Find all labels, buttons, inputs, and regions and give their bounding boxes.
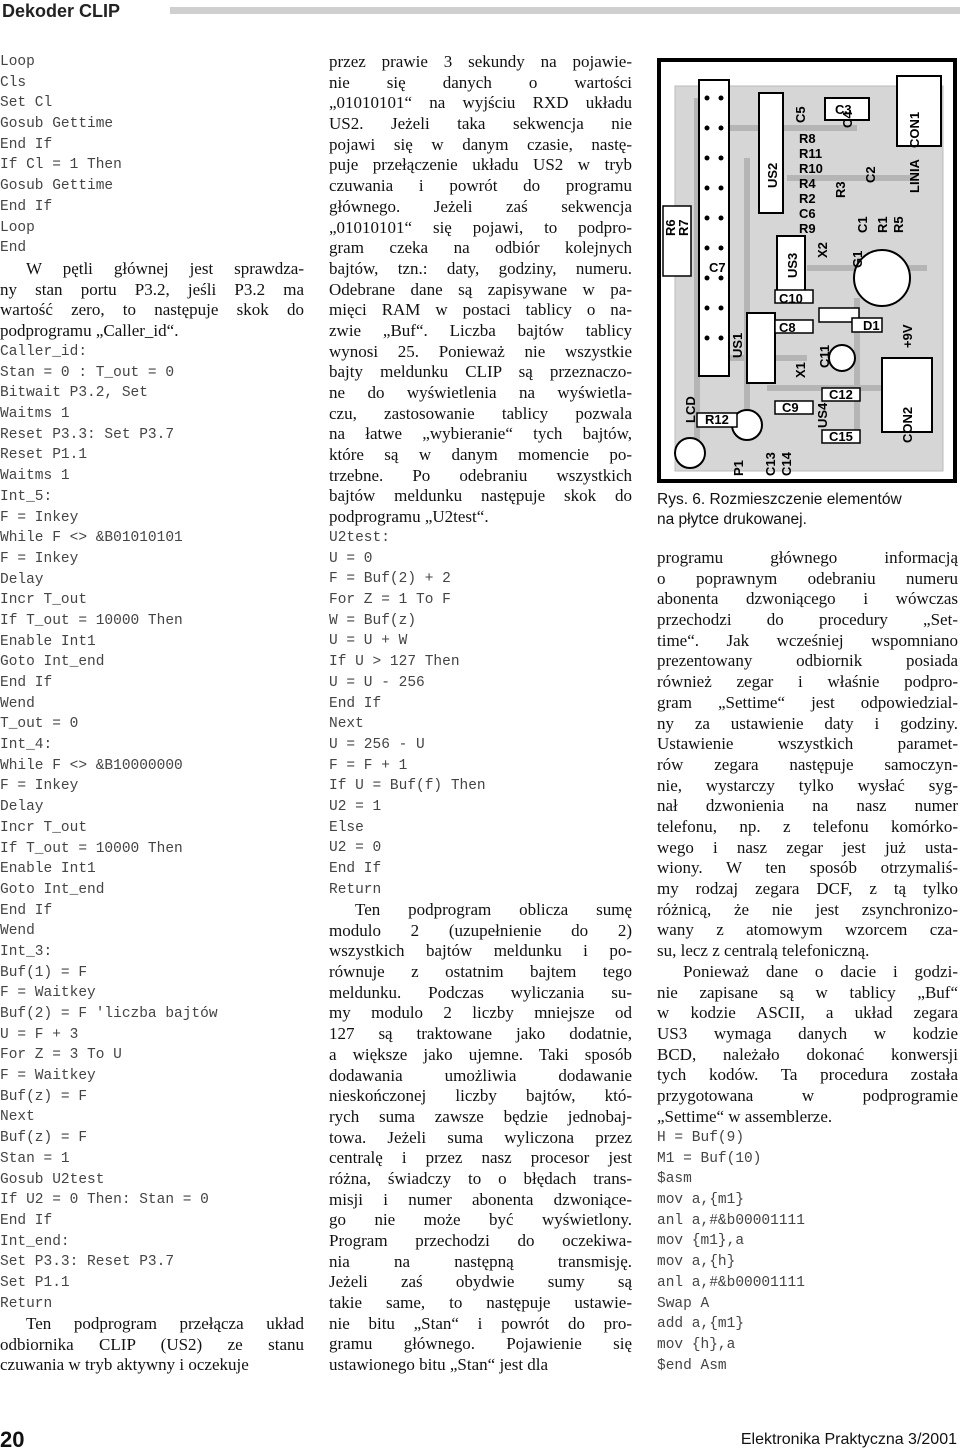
mid-prose2-line: różna, świadczy to o błędach trans- xyxy=(329,1168,632,1188)
right-code-line: Swap A xyxy=(657,1295,710,1312)
right-code-line: mov {h},a xyxy=(657,1336,736,1353)
right-prose-line: gram „Settime“ jest odpowiedzial- xyxy=(657,692,958,712)
left-code2-line: End If xyxy=(0,1212,53,1229)
mid-prose2-line: Jeżeli zaś obydwie sumy są xyxy=(329,1272,632,1292)
pcb-layout-figure xyxy=(657,58,957,483)
right-prose-line: również zegar i właśnie podpro- xyxy=(657,672,958,692)
right-prose-line: programu głównego informacją xyxy=(657,548,958,567)
pcb-label-p9v: +9V xyxy=(900,324,915,348)
mid-prose2-line: takie same, to następuje ustawie- xyxy=(329,1293,632,1313)
left-prose-line: wartość zero, to następuje skok do xyxy=(0,300,304,320)
left-text-paragraph-2 xyxy=(0,1314,304,1376)
left-code2-line: Stan = 1 xyxy=(0,1150,70,1167)
caption-line: Rys. 6. Rozmieszczenie elementów xyxy=(657,491,902,508)
pcb-label-c3: C3 xyxy=(835,102,852,117)
right-prose-line: wego i nasz zegar jest już usta- xyxy=(657,837,958,857)
mid-prose2-line: nie bitu „Stan“ i powrót do pro- xyxy=(329,1313,632,1333)
mid-prose-line: czu, zastosowanie tablicy pozwala xyxy=(329,403,632,423)
right-prose2-line: w kodzie ASCII, a układ zegara xyxy=(657,1003,958,1023)
left-prose-line: W pętli głównej jest sprawdza- xyxy=(26,259,304,278)
mid-prose2-line: centralę i przez nasz procesor jest xyxy=(329,1148,632,1168)
mid-prose2-line: Ten podprogram oblicza sumę xyxy=(355,900,632,919)
left-code2-line: F = Inkey xyxy=(0,778,79,795)
right-prose-line: nie, wystarczy tylko wysłać syg- xyxy=(657,775,958,795)
page-number: 20 xyxy=(0,1427,25,1452)
left-code2-line: If T_out = 10000 Then xyxy=(0,612,183,629)
right-code-line: mov {m1},a xyxy=(657,1233,745,1250)
mid-prose-line: zwie „Buf“. Liczba bajtów tablicy xyxy=(329,320,632,340)
mid-code-line: U2test: xyxy=(329,530,390,546)
left-code-line: End xyxy=(0,240,27,257)
left-code2-line: Next xyxy=(0,1109,35,1126)
left-code2-line: Int_4: xyxy=(0,737,53,754)
caption-line: na płytce drukowanej. xyxy=(657,511,807,528)
left-code-line: If Cl = 1 Then xyxy=(0,157,122,174)
left-code2-line: Goto Int_end xyxy=(0,654,105,671)
pcb-label-r2: R2 xyxy=(799,191,816,206)
mid-prose-line: pojawi się w danym czasie, nastę- xyxy=(329,134,632,154)
mid-code-line: Else xyxy=(329,819,364,836)
mid-prose2-line: a większe jako ujemne. Taki sposób xyxy=(329,1044,632,1064)
left-code2-line: For Z = 3 To U xyxy=(0,1047,122,1064)
mid-prose-line: które są w danym momencie po- xyxy=(329,445,632,465)
left-code2-line: U = F + 3 xyxy=(0,1026,79,1043)
pcb-label-c7: C7 xyxy=(709,260,726,275)
left-prose2-line: odbiornika CLIP (US2) ze stanu xyxy=(0,1334,304,1354)
right-prose2-line: nie zapisane są w tablicy „Buf“ xyxy=(657,982,958,1002)
pcb-label-x2: X2 xyxy=(815,242,830,258)
left-code2-line: Delay xyxy=(0,799,44,816)
left-code2-line: Stan = 0 : T_out = 0 xyxy=(0,364,175,381)
left-code-line: End If xyxy=(0,136,53,153)
right-prose-line: Ustawienie wszystkich paramet- xyxy=(657,734,958,754)
left-code2-line: Set P3.3: Reset P3.7 xyxy=(0,1254,175,1271)
mid-code-line: End If xyxy=(329,861,382,877)
pcb-label-g1: G1 xyxy=(850,250,865,268)
pcb-label-c12: C12 xyxy=(829,387,853,402)
left-code2-line: Int_end: xyxy=(0,1233,70,1250)
right-prose-line: rów zegara następuje samoczyn- xyxy=(657,754,958,774)
left-code2-line: Set P1.1 xyxy=(0,1274,70,1291)
pcb-label-c1: C1 xyxy=(855,216,870,233)
mid-code-line: Return xyxy=(329,881,382,898)
left-prose-line: ny stan portu P3.2, jeśli P3.2 ma xyxy=(0,279,304,299)
right-prose2-line: Ponieważ dane o dacie i godzi- xyxy=(683,962,958,981)
pcb-label-us4: US4 xyxy=(815,402,830,428)
right-prose2-line: BCD, należało dokonać konwersji xyxy=(657,1044,958,1064)
mid-prose-line: US2. Jeżeli taka sekwencja nie xyxy=(329,114,632,134)
mid-prose-line: trzebne. Po odebraniu wszystkich xyxy=(329,465,632,485)
mid-prose2-line: 127 są traktowane jako dodatnie, xyxy=(329,1024,632,1044)
mid-prose2-line: równuje z ostatnim bajtem tego xyxy=(329,962,632,982)
pcb-label-lcd: LCD xyxy=(683,396,698,423)
right-prose2-line: „Settime“ w assemblerze. xyxy=(657,1106,833,1126)
left-code2-line: Int_3: xyxy=(0,943,53,960)
left-code2-line: Buf(2) = F 'liczba bajtów xyxy=(0,1006,218,1022)
pcb-label-c10: C10 xyxy=(779,291,803,306)
pcb-label-c4: C4 xyxy=(840,111,855,128)
mid-prose2-line: modulo 2 (uzupełnienie do 2) xyxy=(329,920,632,940)
mid-prose2-line: dodawania umożliwia dodawanie xyxy=(329,1065,632,1085)
pcb-label-c11: C11 xyxy=(817,344,832,368)
mid-prose2-line: my modulo 2 liczby mniejsze od xyxy=(329,1003,632,1023)
middle-code-listing xyxy=(329,528,639,900)
mid-prose-line: ne do wyświetlenia na wyświetla- xyxy=(329,383,632,402)
left-code2-line: F = Waitkey xyxy=(0,985,96,1002)
left-code-block xyxy=(0,52,320,259)
left-code2-line: Buf(1) = F xyxy=(0,964,88,981)
pcb-label-r7: R7 xyxy=(676,219,691,236)
right-prose2-line: przygotowana w podprogramie xyxy=(657,1086,958,1106)
mid-prose-line: mięci RAM w postaci tablicy o na- xyxy=(329,300,632,320)
pcb-label-r12: R12 xyxy=(705,412,729,427)
right-prose-line: telefonu, np. z telefonu komórko- xyxy=(657,816,958,836)
left-code2-line: Reset P1.1 xyxy=(0,447,88,464)
left-code2-line: End If xyxy=(0,675,53,691)
right-prose-line: o poprawnym odebraniu numeru xyxy=(657,568,958,588)
left-text-paragraph xyxy=(0,259,304,342)
mid-code-line: Next xyxy=(329,716,364,733)
right-prose-line: wany z atomowym wzorcem cza- xyxy=(657,920,958,940)
mid-code-line: U2 = 0 xyxy=(329,840,382,857)
pcb-label-us1: US1 xyxy=(730,332,745,358)
mid-prose-line: bajtów meldunku następuje skok do xyxy=(329,486,632,506)
left-code2-line: Wend xyxy=(0,695,35,712)
mid-prose-line: bajtów, tzn.: daty, godziny, numeru. xyxy=(329,258,632,278)
left-code2-line: While F <> &B10000000 xyxy=(0,757,183,774)
left-code2-line: F = Inkey xyxy=(0,509,79,526)
pcb-label-r5: R5 xyxy=(891,216,906,233)
pcb-label-r11: R11 xyxy=(799,146,823,161)
left-code-line: Loop xyxy=(0,54,35,70)
right-code-line: mov a,{h} xyxy=(657,1254,736,1271)
pcb-label-us3: US3 xyxy=(785,252,800,278)
right-prose-line: wiony. W ten sposób otrzymaliś- xyxy=(657,858,958,878)
mid-code-line: U = U - 256 xyxy=(329,674,425,691)
left-code-line: Cls xyxy=(0,74,27,91)
right-code-line: H = Buf(9) xyxy=(657,1130,745,1146)
pcb-label-d1: D1 xyxy=(863,318,880,333)
right-code-line: M1 = Buf(10) xyxy=(657,1150,762,1167)
mid-code-line: U = U + W xyxy=(329,633,408,650)
right-text-paragraph xyxy=(657,548,958,962)
pcb-label-c2: C2 xyxy=(863,166,878,183)
pcb-label-c9: C9 xyxy=(782,400,799,415)
right-code-line: $end Asm xyxy=(657,1357,727,1374)
mid-prose2-line: meldunku. Podczas wyliczania su- xyxy=(329,982,632,1002)
mid-prose-line: głównego. Jeżeli zaś sekwencja xyxy=(329,196,632,216)
mid-prose2-line: ustawionego bitu „Stan“ jest dla xyxy=(329,1355,549,1375)
pcb-label-c8: C8 xyxy=(779,320,796,335)
right-code-line: $asm xyxy=(657,1171,692,1188)
mid-code-line: End If xyxy=(329,695,382,712)
mid-code-line: If U > 127 Then xyxy=(329,654,460,671)
right-prose2-line: tych kodów. Ta procedura została xyxy=(657,1065,958,1085)
left-code2-line: Bitwait P3.2, Set xyxy=(0,385,148,402)
pcb-label-c6: C6 xyxy=(799,206,816,221)
mid-code-line: U = 0 xyxy=(329,550,373,567)
pcb-label-c14: C14 xyxy=(779,452,794,476)
pcb-label-p1: P1 xyxy=(731,460,746,476)
left-code2-line: Gosub U2test xyxy=(0,1171,105,1188)
left-code2-line: Reset P3.3: Set P3.7 xyxy=(0,426,175,443)
mid-prose2-line: Program przechodzi do oczekiwa- xyxy=(329,1231,632,1250)
pcb-label-r3: R3 xyxy=(833,181,848,198)
right-prose-line: różnicą, że nie jest zsynchronizo- xyxy=(657,899,958,919)
section-title: Dekoder CLIP xyxy=(2,1,121,21)
left-code2-line: F = Inkey xyxy=(0,550,79,567)
left-code2-line: While F <> &B01010101 xyxy=(0,530,183,547)
left-code2-line: Return xyxy=(0,1295,53,1312)
mid-prose2-line: nia na następną transmisję. xyxy=(329,1251,632,1271)
mid-prose-line: na łatwe „wybieranie“ tych bajtów, xyxy=(329,424,632,444)
mid-prose-line: puje przełączenie układu US2 w tryb xyxy=(329,155,632,175)
mid-prose2-line: towa. Jeżeli suma wyliczona przez xyxy=(329,1127,632,1147)
left-code2-line: Caller_id: xyxy=(0,344,88,360)
mid-prose-line: gram czeka na odbiór kolejnych xyxy=(329,238,632,258)
left-code2-line: Wend xyxy=(0,923,35,940)
left-code2-line: Delay xyxy=(0,571,44,588)
mid-prose2-line: gramu głównego. Pojawienie się xyxy=(329,1334,632,1354)
left-code2-line: F = Waitkey xyxy=(0,1068,96,1085)
pcb-label-r8: R8 xyxy=(799,131,816,146)
mid-code-line: U2 = 1 xyxy=(329,798,382,815)
mid-prose-line: Odebrane dane są zapisywane w pa- xyxy=(329,279,632,299)
right-prose-line: przechodzi do procedury „Set- xyxy=(657,610,958,630)
middle-text-paragraph-2 xyxy=(329,900,632,1376)
left-code2-line: If U2 = 0 Then: Stan = 0 xyxy=(0,1192,209,1209)
pcb-label-con2: CON2 xyxy=(900,406,915,443)
right-prose-line: prezentowany odbiornik posiada xyxy=(657,651,958,671)
right-prose-line: time“. Jak wcześniej wspomniano xyxy=(657,630,958,650)
pcb-label-r9: R9 xyxy=(799,221,816,236)
left-code2-line: If T_out = 10000 Then xyxy=(0,840,183,857)
left-code2-line: Waitms 1 xyxy=(0,468,70,485)
mid-prose2-line: go nie może być wyświetlony. xyxy=(329,1210,632,1230)
mid-code-line: For Z = 1 To F xyxy=(329,592,451,609)
left-code-listing xyxy=(0,342,320,1314)
left-code2-line: Incr T_out xyxy=(0,819,88,836)
left-code2-line: Int_5: xyxy=(0,488,53,505)
mid-prose-line: czuwania i powrót do programu xyxy=(329,176,632,196)
right-code-line: mov a,{m1} xyxy=(657,1192,745,1209)
page-header xyxy=(0,0,960,24)
pcb-label-r6: R6 xyxy=(663,219,678,236)
magazine-issue: Elektronika Praktyczna 3/2001 xyxy=(740,1431,957,1448)
mid-prose-line: „01010101“ się pojawi, to podpro- xyxy=(329,217,632,237)
pcb-label-con1: CON1 xyxy=(907,111,922,148)
mid-code-line: W = Buf(z) xyxy=(329,612,417,629)
left-code-line: Set Cl xyxy=(0,95,53,112)
pcb-label-r10: R10 xyxy=(799,161,823,176)
left-prose-line: podprogramu „Caller_id“. xyxy=(0,321,179,341)
mid-prose2-line: rych suma zawsze będzie jednobaj- xyxy=(329,1106,632,1126)
pcb-label-r4: R4 xyxy=(799,176,816,191)
mid-code-line: U = 256 - U xyxy=(329,736,425,753)
left-code2-line: Buf(z) = F xyxy=(0,1130,88,1147)
left-code-line: Loop xyxy=(0,219,35,236)
figure-caption xyxy=(657,490,957,530)
mid-prose-line: podprogramu „U2test“. xyxy=(329,507,489,527)
left-code2-line: Enable Int1 xyxy=(0,633,96,650)
mid-prose-line: bajty meldunku CLIP są przeznaczo- xyxy=(329,362,632,382)
left-code-line: End If xyxy=(0,198,53,215)
left-code2-line: Waitms 1 xyxy=(0,406,70,423)
right-code-listing xyxy=(657,1128,957,1376)
pcb-label-linia: LINIA xyxy=(907,159,922,193)
header-rule xyxy=(170,7,960,14)
pcb-label-x1: X1 xyxy=(793,362,808,378)
pcb-label-c15: C15 xyxy=(829,429,853,444)
right-text-paragraph-2 xyxy=(657,962,958,1128)
mid-prose-line: nie się danych o wartości xyxy=(329,72,632,92)
left-code2-line: Enable Int1 xyxy=(0,861,96,878)
right-code-line: anl a,#&b00001111 xyxy=(657,1212,805,1229)
left-code2-line: T_out = 0 xyxy=(0,716,79,733)
right-prose-line: abonenta dzwoniącego i wówczas xyxy=(657,589,958,609)
left-prose2-line: czuwania w tryb aktywny i oczekuje xyxy=(0,1355,249,1375)
mid-code-line: If U = Buf(f) Then xyxy=(329,778,486,795)
pcb-label-r1: R1 xyxy=(875,216,890,233)
mid-prose-line: „01010101“ na wyjściu RXD układu xyxy=(329,93,632,113)
right-prose2-line: US3 wymaga danych w kodzie xyxy=(657,1024,958,1044)
left-code2-line: Incr T_out xyxy=(0,592,88,609)
right-prose-line: ny za ustawienie daty i godziny. xyxy=(657,713,958,733)
mid-code-line: F = Buf(2) + 2 xyxy=(329,571,451,588)
right-prose-line: my rodzaj zegara DCF, z tą tylko xyxy=(657,879,958,898)
right-code-line: add a,{m1} xyxy=(657,1316,745,1333)
right-prose-line: nał dzwonienia na nasz numer xyxy=(657,796,958,816)
left-code2-line: Buf(z) = F xyxy=(0,1088,88,1105)
left-code2-line: Goto Int_end xyxy=(0,881,105,898)
pcb-label-us2: US2 xyxy=(765,162,780,188)
mid-prose2-line: wszystkich bajtów meldunku i po- xyxy=(329,941,632,961)
left-code-line: Gosub Gettime xyxy=(0,178,114,195)
middle-text-paragraph xyxy=(329,52,632,528)
mid-code-line: F = F + 1 xyxy=(329,757,408,774)
mid-prose-line: przez prawie 3 sekundy na pojawie- xyxy=(329,52,632,71)
right-code-line: anl a,#&b00001111 xyxy=(657,1274,805,1291)
right-prose-line: su, lecz z centralą telefoniczną. xyxy=(657,941,870,961)
pcb-label-c13: C13 xyxy=(763,452,778,476)
mid-prose2-line: nieskończonej liczby bajtów, któ- xyxy=(329,1086,632,1106)
mid-prose2-line: misji i numer abonenta dzwoniące- xyxy=(329,1189,632,1209)
left-code2-line: End If xyxy=(0,902,53,919)
pcb-label-c5: C5 xyxy=(793,106,808,123)
left-code-line: Gosub Gettime xyxy=(0,116,114,133)
left-prose2-line: Ten podprogram przełącza układ xyxy=(26,1314,304,1333)
mid-prose-line: wynosi 25. Ponieważ nie wszystkie xyxy=(329,341,632,361)
